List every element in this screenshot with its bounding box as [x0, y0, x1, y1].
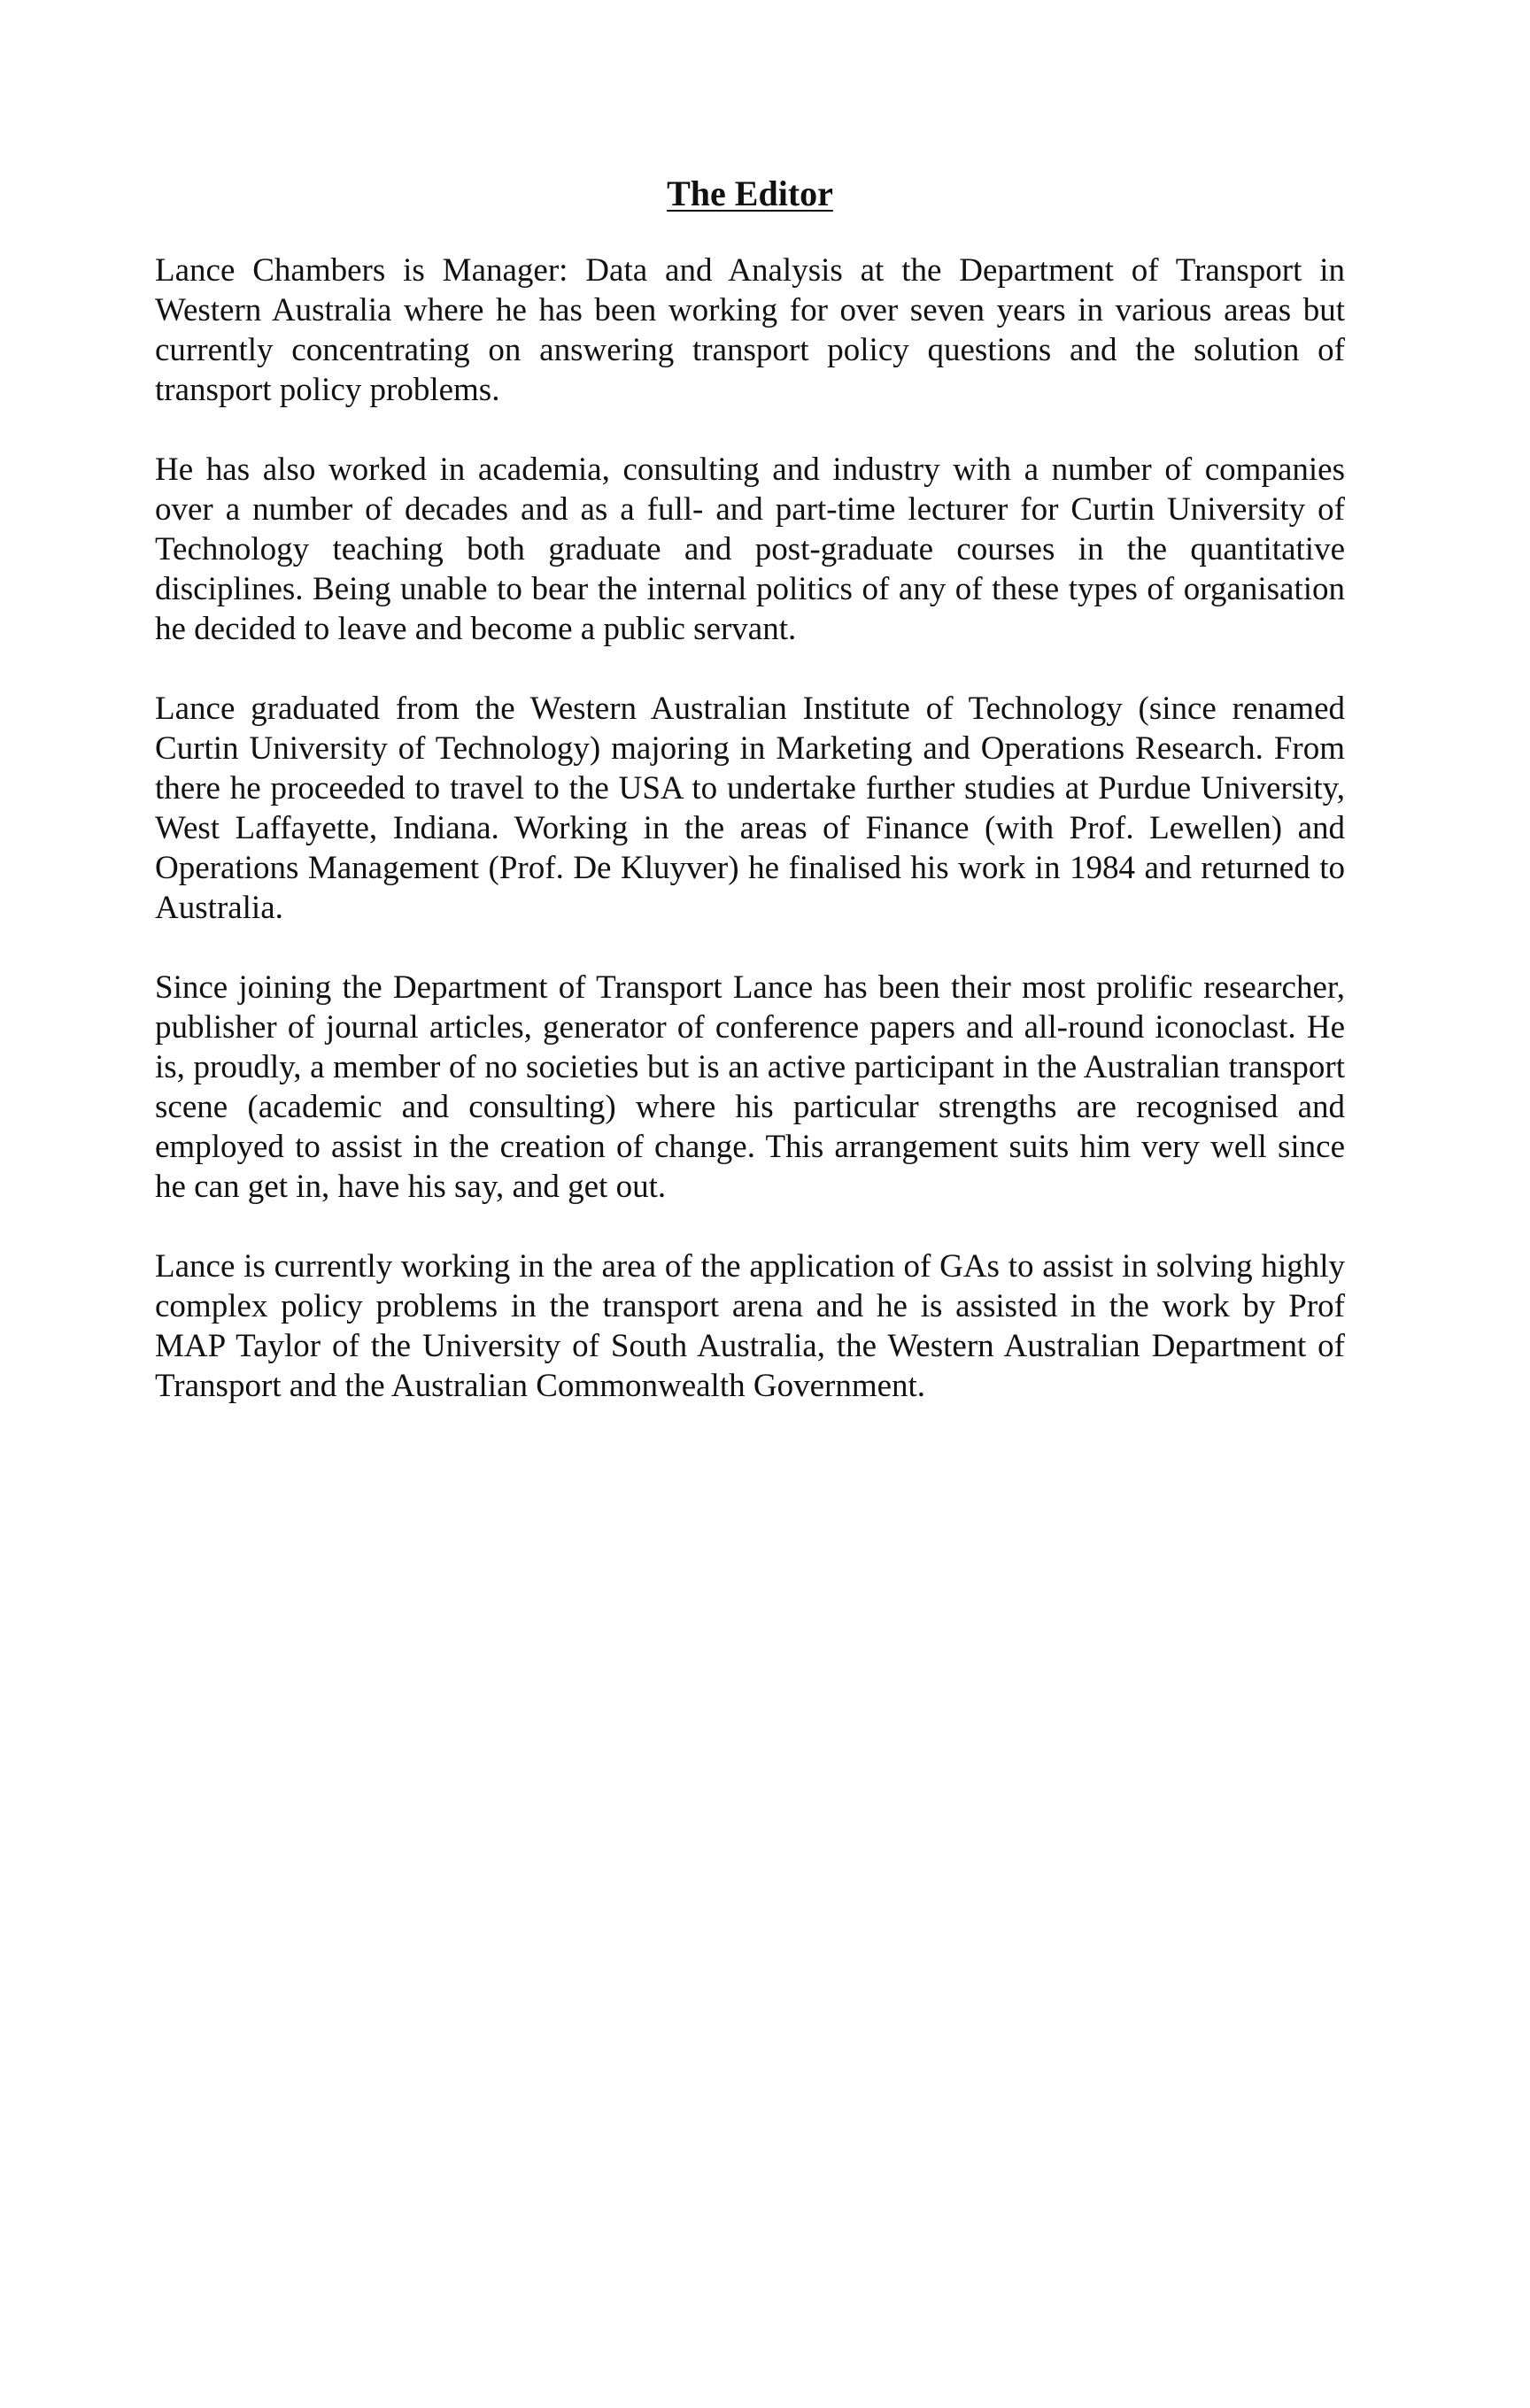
paragraph-current-role: Lance Chambers is Manager: Data and Analysis at the Department of Transport in Western Australia where he has been working for over seven years in various areas but currently concentrating on answering transport policy questions and the solution of transport policy problems. [155, 252, 1345, 408]
paragraph-past-work: He has also worked in academia, consulting and industry with a number of companies over a number of decades and as a full- and part-time lecturer for Curtin University of Technology teaching both graduate and post-graduate courses in the quantitative disciplines. Being unable to bear the internal politics of any of these types of organisation he decided to leave and become a public servant. [155, 452, 1345, 647]
paragraph-current-research: Lance is currently working in the area of the application of GAs to assist in solving highly complex policy problems in the transport arena and he is assisted in the work by Prof MAP Taylor of the University of South Australia, the Western Australian Department of Transport and the Australian Commonwealth Government. [155, 1248, 1345, 1404]
document-page [155, 173, 1345, 1446]
page-title: The Editor [667, 174, 833, 213]
paragraph-department-work: Since joining the Department of Transport Lance has been their most prolific researcher, publisher of journal articles, generator of conference papers and all-round iconoclast. He is, proudly, a member of no societies but is an active participant in the Australian transport scene (academic and consulting) where his particular strengths are recognised and employed to assist in the creation of change. This arrangement suits him very well since he can get in, have his say, and get out. [155, 969, 1345, 1205]
paragraph-education: Lance graduated from the Western Australian Institute of Technology (since renamed Curtin University of Technology) majoring in Marketing and Operations Research. From there he proceeded to travel to the USA to undertake further studies at Purdue University, West Laffayette, Indiana. Working in the areas of Finance (with Prof. Lewellen) and Operations Management (Prof. De Kluyver) he finalised his work in 1984 and returned to Australia. [155, 691, 1345, 926]
